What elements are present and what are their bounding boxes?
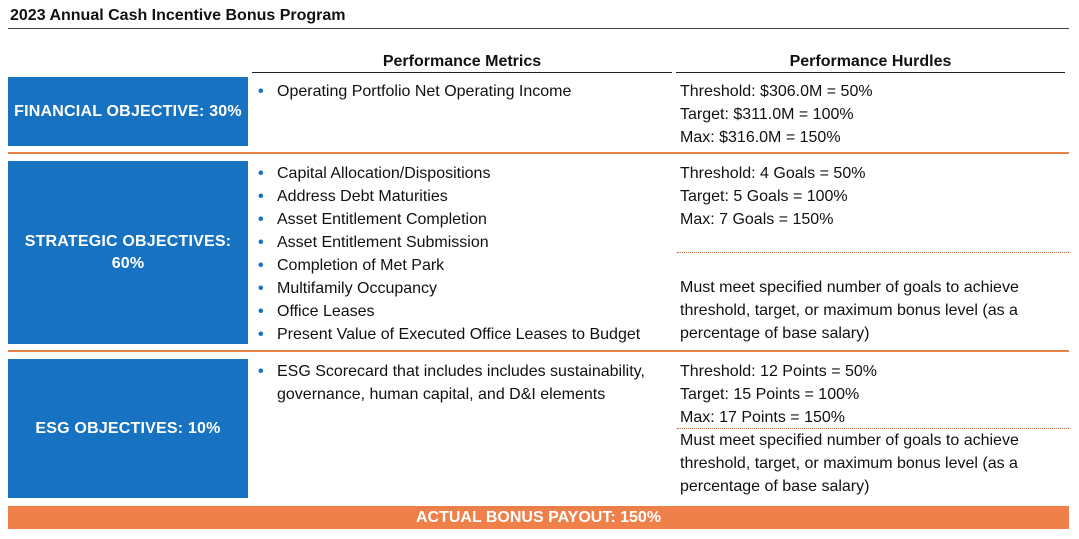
strategic-objective-weight: 60% — [111, 254, 145, 272]
bullet-icon: • — [258, 211, 264, 228]
strategic-objective-label: STRATEGIC OBJECTIVES: — [24, 232, 232, 250]
list-item: • Operating Portfolio Net Operating Income — [258, 80, 571, 103]
header-performance-hurdles: Performance Hurdles — [676, 53, 1065, 73]
bullet-icon: • — [258, 303, 264, 320]
hurdle-threshold: Threshold: 12 Points = 50% — [680, 363, 878, 380]
strategic-metrics-list — [258, 162, 640, 346]
title-divider — [8, 28, 1069, 29]
strategic-hurdle-note: Must meet specified number of goals to achieve threshold, target, or maximum bonus level (as a percentage of base salary) — [680, 279, 1019, 342]
actual-bonus-payout-bar — [8, 506, 1069, 529]
hurdle-note-divider — [677, 252, 1069, 253]
financial-objective-label: FINANCIAL OBJECTIVE: 30% — [14, 102, 242, 120]
list-item: • Present Value of Executed Office Leases to Budget — [258, 323, 640, 346]
row-divider — [8, 350, 1069, 352]
list-item: • Office Leases — [258, 300, 640, 323]
bullet-icon: • — [258, 234, 264, 251]
strategic-hurdles — [680, 162, 1065, 231]
esg-hurdle-note: Must meet specified number of goals to achieve threshold, target, or maximum bonus level (as a percentage of base salary) — [680, 432, 1019, 495]
hurdle-max: Max: 7 Goals = 150% — [680, 211, 834, 228]
header-performance-metrics: Performance Metrics — [252, 53, 672, 73]
hurdle-threshold: Threshold: $306.0M = 50% — [680, 83, 873, 100]
esg-metrics-list — [258, 360, 678, 406]
bullet-icon: • — [258, 83, 264, 100]
list-item: • ESG Scorecard that includes includes sustainability, governance, human capital, and D&I elements — [258, 360, 678, 406]
financial-hurdles — [680, 80, 1065, 149]
list-item: • Completion of Met Park — [258, 254, 640, 277]
list-item: • Multifamily Occupancy — [258, 277, 640, 300]
hurdle-target: Target: 5 Goals = 100% — [680, 188, 848, 205]
strategic-objective-box — [8, 161, 248, 344]
bullet-icon: • — [258, 188, 264, 205]
hurdle-max: Max: $316.0M = 150% — [680, 129, 841, 146]
page-title: 2023 Annual Cash Incentive Bonus Program — [10, 7, 346, 24]
list-item: • Asset Entitlement Completion — [258, 208, 640, 231]
financial-metrics-list — [258, 80, 571, 103]
hurdle-threshold: Threshold: 4 Goals = 50% — [680, 165, 866, 182]
payout-label: ACTUAL BONUS PAYOUT: 150% — [415, 508, 662, 526]
financial-objective-box — [8, 77, 248, 146]
bullet-icon: • — [258, 165, 264, 182]
esg-objective-label: ESG OBJECTIVES: 10% — [35, 419, 221, 437]
list-item: • Asset Entitlement Submission — [258, 231, 640, 254]
bullet-icon: • — [258, 257, 264, 274]
bullet-icon: • — [258, 363, 264, 380]
row-divider — [8, 152, 1069, 154]
hurdle-target: Target: $311.0M = 100% — [680, 106, 854, 123]
bullet-icon: • — [258, 280, 264, 297]
hurdle-max: Max: 17 Points = 150% — [680, 409, 845, 426]
esg-hurdles — [680, 360, 1065, 429]
bullet-icon: • — [258, 326, 264, 343]
hurdle-target: Target: 15 Points = 100% — [680, 386, 860, 403]
esg-objective-box — [8, 359, 248, 498]
list-item: • Capital Allocation/Dispositions — [258, 162, 640, 185]
list-item: • Address Debt Maturities — [258, 185, 640, 208]
